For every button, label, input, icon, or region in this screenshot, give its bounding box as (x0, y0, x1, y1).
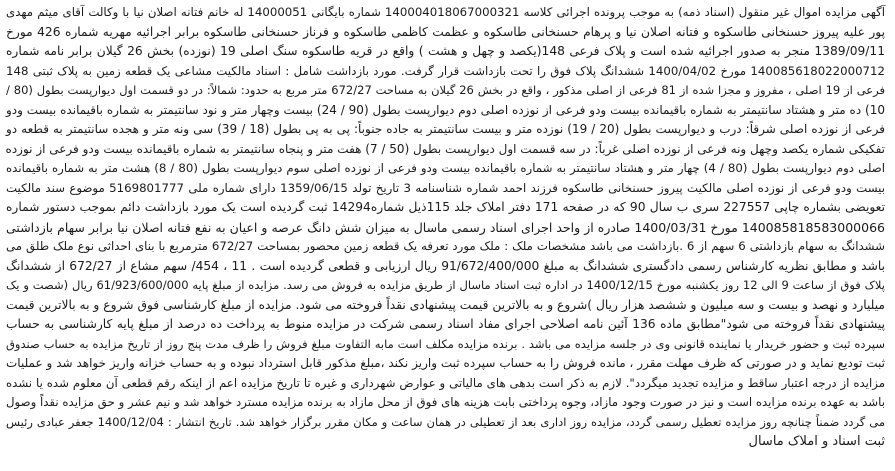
notice-text-line: سپرده ثبت و حضور خریدار یا نماینده قانونی وی در جلسه مزایده می باشد . برنده مزایده مکلف است مابه التفاوت مبلغ فروش را ظرف مدت پنج روز از تاریخ مزایده به حساب صندوق (6, 336, 885, 351)
notice-text-line: اصلی دوم دیوارپست بطول (80 / 4) چهار متر و هشتاد سانتیمتر به شماره باقیمانده بیست ودو فرعی از نوزده اصلی سوم دیوارپست بطول (80 / 8) هشت متر به شماره باقیمانده (6, 161, 885, 175)
notice-text-line: پیشنهادی نقداً فروخته می شود"مطابق ماده 136 آئین نامه اصلاحی اجرای مفاد اسناد رسمی شرکت در مزایده منوط به پرداخت ده درصد از مبلغ پایه کارشناسی به حساب (6, 317, 885, 331)
notice-text-line: بیست ودو فرعی از نوزده اصلی مالکیت پیروز حسنخانی طاسکوه فرزند احمد شماره شناسنامه 3 تاریخ تولد 1359/06/15 دارای شماره ملی 5169801777 موضوع سند مالکیت (6, 180, 885, 195)
notice-text-line: باشد به عهده برنده مزایده است و نیز در صورت وجود مازاد، وجوه پرداختی بابت هزینه های فوق از محل مازاد به برنده مزایده مسترد خواهد شد و نیم عشر و حق مزایده نقداً وصول (6, 395, 885, 409)
notice-signature-line: ثبت اسناد و املاک ماسال (748, 434, 885, 449)
notice-text-line: فرعی از 19 اصلی ، مفروز و مجزا شده از 81 فرعی از اصلی مذکور ، واقع در بخش 26 گیلان به مساحت 672/27 متر مربع به حدود: شمالاً: در دو قسمت اول دیوارپست بطول (80 / (6, 83, 885, 97)
notice-text-line: 10) ده متر و هشتاد سانتیمتر به شماره باقیمانده بیست ودو فرعی از نوزده اصلی دوم دیوارپست بطول (90 / 24) بیست وچهار متر و نود سانتیمتر به شماره باقیمانده بیست ودو (6, 102, 886, 117)
notice-text-line: 1389/09/11 منجر به صدور اجرائیه شده است و پلاک فرعی 148(یکصد و چهل و هشت ) واقع در قریه طاسکوه سنگ اصلی 19 (نوزده) بخش 26 گیلان برابر نامه شماره (6, 44, 886, 58)
notice-text-line: 140085618022000712 مورخ 1400/04/02 ششدانگ پلاک فوق را تحت بازداشت قرار گرفت. مورد بازداشت شامل : اسناد مالکیت مشاعی یک قطعه زمین به پلاک ثبتی 148 (6, 63, 885, 78)
notice-text-line: 140085818583000066 مورخ 1400/03/31 صادره از واحد اجرای اسناد رسمی ماسال به میزان شش دانگ عرصه و اعیان به نفع فتانه اصلان نیا برابر سهام بازداشتی (6, 219, 885, 235)
notice-text-line: مزایده از درجه اعتبار ساقط و مزایده تجدید میگردد". لازم به ذکر است بدهی های مالیاتی و عوارض شهرداری و غیره تا تاریخ مزایده اعم از اینکه رقم قطعی آن معلوم شده یا نشده (6, 375, 885, 390)
notice-text-line: می گردد ضمناً چنانچه روز مزایده تعطیل رسمی گردد، مزایده روز اداری بعد از تعطیلی در همان ساعت و مکان مقرر برگزار خواهد شد. تاریخ انتشار : 1400/12/04 جعفر عبادی رئیس (6, 414, 885, 429)
notice-text-line: میلیارد و نهصد و بیست و سه میلیون و ششصد هزار ریال )شروع و به بالاترین قیمت پیشنهادی نقداً فروخته می شود. مزایده از مبلغ کارشناسی فوق شروع و به بالاترین قیمت (6, 297, 885, 312)
notice-text-line: پلاک فوق از ساعت 9 الی 12 روز یکشنبه مورخ 1400/12/15 در اداره ثبت اسناد ماسال از طریق مزایده به فروش می رسد. مزایده از مبلغ پایه 61/923/600/000 ریال (شصت و یک (6, 278, 885, 292)
notice-text-line: باشد و مطابق نظریه کارشناس رسمی دادگستری ششدانگ به مبلغ 91/672/400/000 ریال ارزیابی و قطعی گردیده است . 11 ، 454/ سهم مشاع از 672/27 از ششدانگ (6, 258, 885, 273)
notice-text-line: تفکیکی شماره یکصد وچهل ونه فرعی از نوزده اصلی غرباً: در سه قسمت اول دیوارپست بطول (50 / 7) هفت متر و پنجاه سانتیمتر به شماره باقیمانده بیست ودو فرعی از نوزده (5, 141, 885, 156)
notice-text-line: ثبت تودیع نماید و در صورتی که ظرف مهلت مقرر ، مانده فروش را به حساب سپرده ثبت واریز نکند ،مبلغ مذکور قابل استرداد نبوده و به حساب خزانه واریز خواهد شد و عملیات (6, 356, 885, 370)
notice-text-line: پور علیه پیروز حسنخانی طاسکوه و فتانه اصلان نیا و پرهام حسنخانی طاسکوه و عظمت کاظمی طاسکوه و فرناز حسنخانی طاسکوه برابر اجرائیه مهریه شماره 426 مورخ (6, 24, 885, 39)
notice-text-line: آگهی مزایده اموال غیر منقول (اسناد ذمه) به موجب پرونده اجرائی کلاسه 140004018067000321 شماره بایگانی 14000051 له خانم فتانه اصلان نیا با وکالت آقای میثم مهدی (6, 5, 886, 19)
notice-text-line: فرعی از نوزده اصلی شرقاً: درب و دیوارپست بطول (20 / 19) نوزده متر و بیست سانتیمتر به جاده جنوباً: پی به پی بطول (18 / 39) سی ونه متر و هجده سانتیمتر به قطعه دو (6, 122, 886, 136)
notice-text-line: تعویضی بشماره چاپی 227557 سری ب سال 90 که در صفحه 171 دفتر املاک جلد 115ذیل شماره14294 ثبت گردیده است یک مورد بازداشت دائم بموجب دستور شماره (6, 200, 886, 214)
notice-text-line: ششدانگ به سهام بازداشتی 6 سهم از 6 .بازداشت می باشد مشخصات ملک : ملک مورد تعرفه یک قطعه زمین محصور بمساحت 672/27 مترمربع با بنای احداثی نوع ملک طلق می (6, 239, 885, 253)
